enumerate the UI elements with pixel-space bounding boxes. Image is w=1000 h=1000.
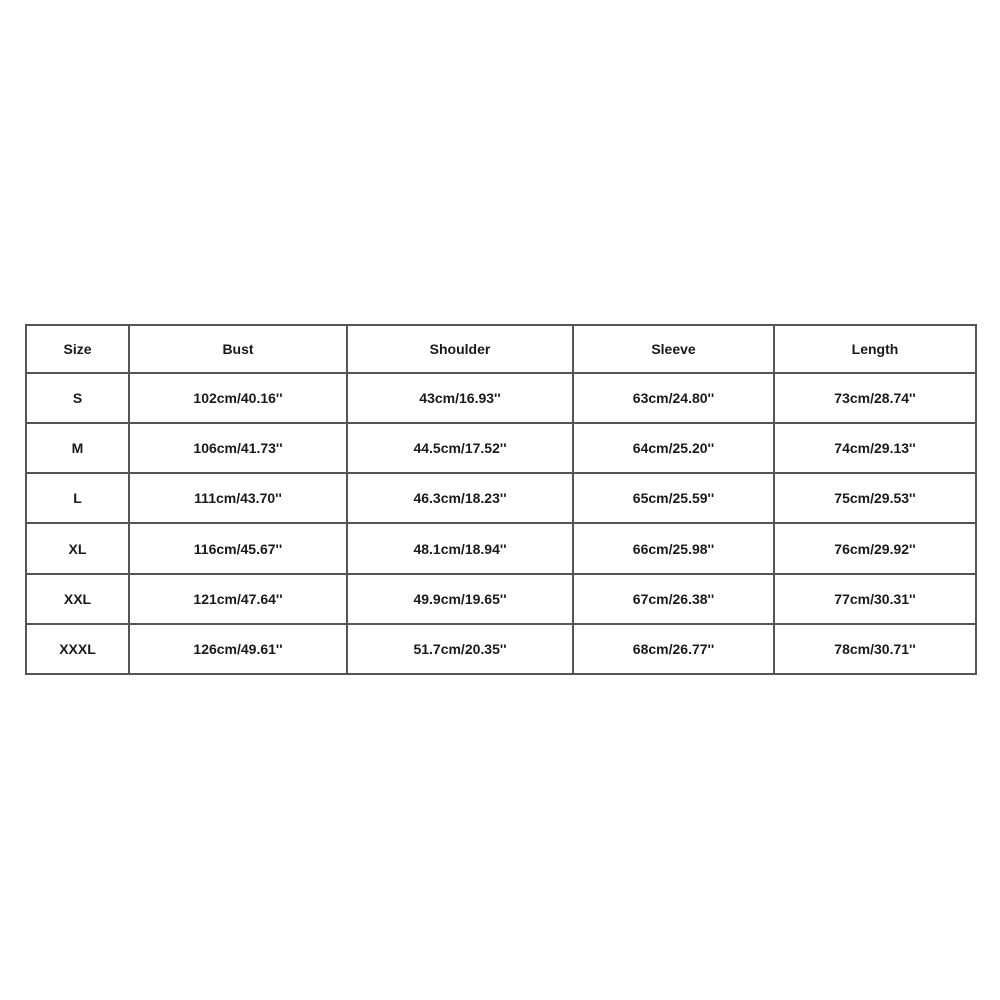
size-cell: L (26, 473, 129, 523)
shoulder-cell: 44.5cm/17.52'' (347, 423, 573, 473)
bust-cell: 102cm/40.16'' (129, 373, 347, 423)
shoulder-cell: 49.9cm/19.65'' (347, 574, 573, 624)
shoulder-cell: 46.3cm/18.23'' (347, 473, 573, 523)
length-cell: 74cm/29.13'' (774, 423, 976, 473)
bust-cell: 106cm/41.73'' (129, 423, 347, 473)
length-cell: 77cm/30.31'' (774, 574, 976, 624)
sleeve-cell: 64cm/25.20'' (573, 423, 774, 473)
size-cell: S (26, 373, 129, 423)
header-shoulder: Shoulder (347, 325, 573, 373)
shoulder-cell: 51.7cm/20.35'' (347, 624, 573, 674)
size-cell: XXXL (26, 624, 129, 674)
sleeve-cell: 66cm/25.98'' (573, 523, 774, 573)
shoulder-cell: 43cm/16.93'' (347, 373, 573, 423)
shoulder-cell: 48.1cm/18.94'' (347, 523, 573, 573)
table-row (26, 473, 976, 523)
header-bust: Bust (129, 325, 347, 373)
length-cell: 78cm/30.71'' (774, 624, 976, 674)
header-length: Length (774, 325, 976, 373)
sleeve-cell: 67cm/26.38'' (573, 574, 774, 624)
table-row (26, 423, 976, 473)
bust-cell: 116cm/45.67'' (129, 523, 347, 573)
table-row (26, 373, 976, 423)
sleeve-cell: 65cm/25.59'' (573, 473, 774, 523)
size-chart-table (25, 324, 977, 675)
size-cell: XXL (26, 574, 129, 624)
size-cell: M (26, 423, 129, 473)
table-row (26, 624, 976, 674)
length-cell: 75cm/29.53'' (774, 473, 976, 523)
length-cell: 73cm/28.74'' (774, 373, 976, 423)
table-row (26, 574, 976, 624)
header-size: Size (26, 325, 129, 373)
header-sleeve: Sleeve (573, 325, 774, 373)
sleeve-cell: 68cm/26.77'' (573, 624, 774, 674)
sleeve-cell: 63cm/24.80'' (573, 373, 774, 423)
header-row (26, 325, 976, 373)
size-cell: XL (26, 523, 129, 573)
bust-cell: 121cm/47.64'' (129, 574, 347, 624)
bust-cell: 111cm/43.70'' (129, 473, 347, 523)
bust-cell: 126cm/49.61'' (129, 624, 347, 674)
length-cell: 76cm/29.92'' (774, 523, 976, 573)
table-row (26, 523, 976, 573)
